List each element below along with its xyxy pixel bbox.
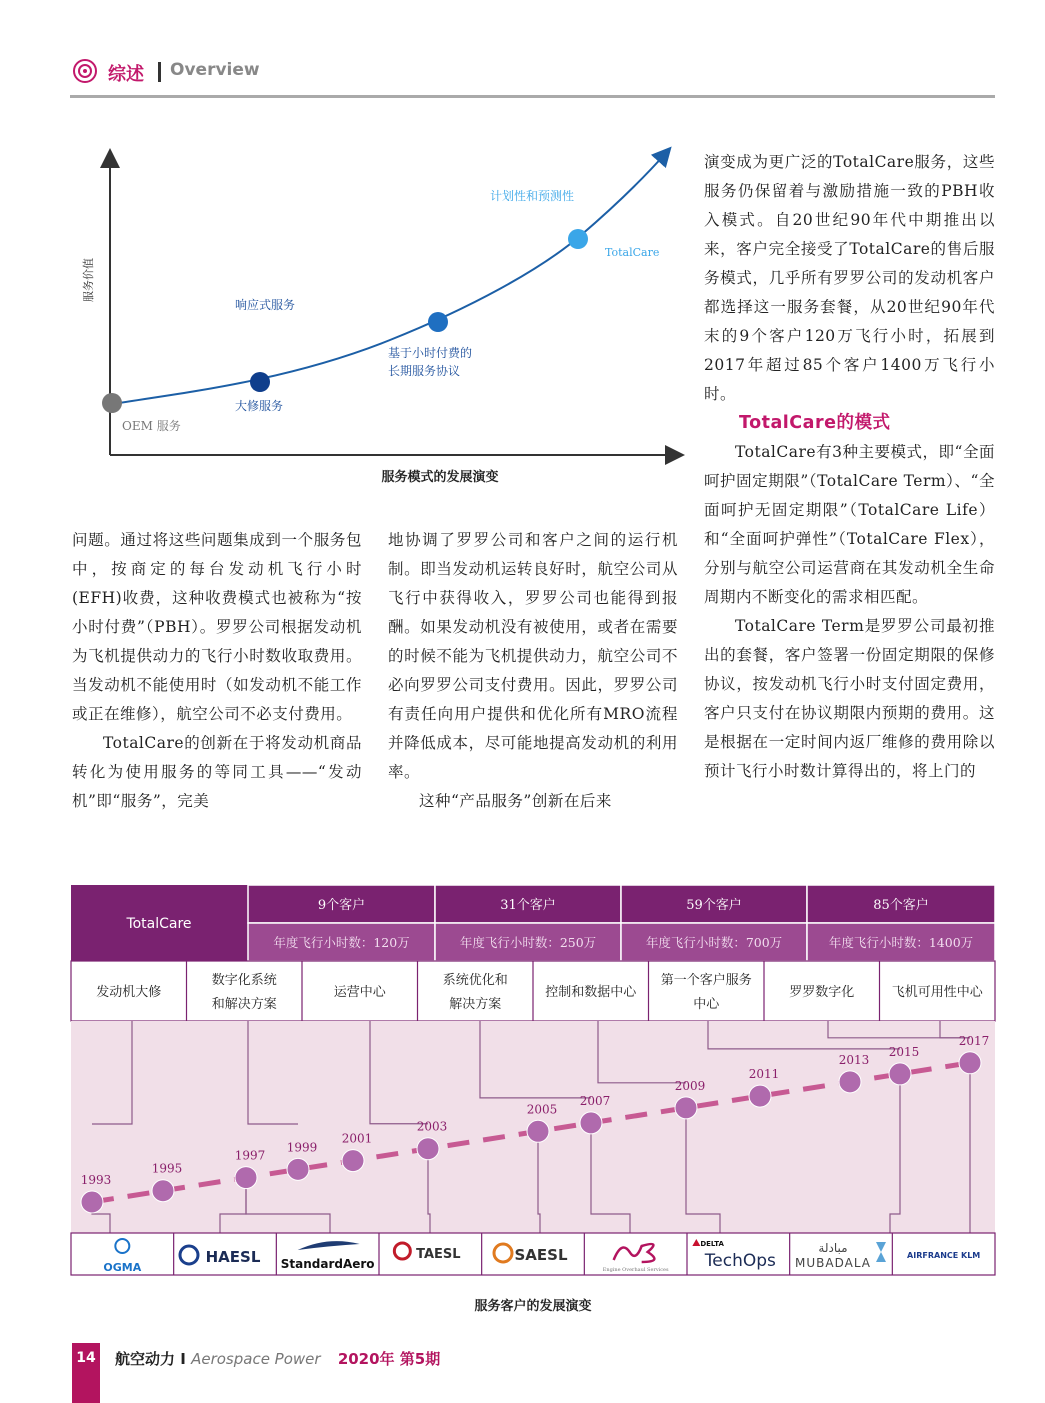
year-marker [527,1120,549,1142]
section-title: 综述 [108,64,144,85]
year-marker [342,1150,364,1172]
paragraph: 问题。通过将这些问题集成到一个服务包中，按商定的每台发动机飞行小时(EFH)收费，这种收费模式也被称为“按小时付费”（PBH）。罗罗公司根据发动机为飞机提供动力的飞行小时数收取费用。当发动机不能使用时（如发动机不能工作或正在维修），航空公司不必支付费用。 [72,531,362,723]
year-marker [580,1112,602,1134]
oem-label: OEM 服务 [122,419,181,433]
overhaul-point [250,372,270,392]
year-label: 2013 [838,1052,870,1067]
year-marker [675,1097,697,1119]
year-label: 1997 [234,1148,266,1163]
journal-name: 航空动力 [115,1350,176,1368]
standardaero-logo-text: StandardAero [280,1257,375,1271]
overhaul-label: 大修服务 [235,399,284,413]
year-marker [235,1167,257,1189]
pbh-label-2: 长期服务协议 [388,364,461,378]
year-marker [889,1063,911,1085]
reactive-label: 响应式服务 [235,298,296,312]
customer-count-text: 59个客户 [686,898,742,913]
pbh-label-1: 基于小时付费的 [388,346,473,360]
section-title-en: Overview [170,60,260,80]
year-marker [749,1085,771,1107]
text-column-1 [72,526,362,816]
subheading: TotalCare的模式 [739,413,891,433]
figure-customer-evolution [70,884,996,1277]
service-label: 罗罗数字化 [789,985,855,1000]
totalcare-header-text: TotalCare [126,916,192,932]
journal-separator: I [180,1350,186,1368]
flight-hours-text: 年度飞行小时数：1400万 [828,935,974,950]
year-marker [287,1158,309,1180]
journal-footer [115,1348,440,1369]
year-marker [152,1180,174,1202]
paragraph: 演变成为更广泛的TotalCare服务，这些服务仍保留着与激励措施一致的PBH收入模式。自20世纪90年代中期推出以来，客户完全接受了TotalCare的售后服务模式，几乎所有罗罗公司的发动机客户都选择这一服务套餐，从20世纪90年代末的9个客户120万飞行小时，拓展到2017年超过85个客户1400万飞行小时。 [704,153,995,403]
saesl-logo-text: SAESL [514,1246,568,1264]
service-label: 中心 [693,997,720,1012]
year-label: 1993 [80,1173,112,1187]
year-label: 2005 [526,1102,558,1117]
journal-issue: 2020年 第5期 [337,1350,441,1368]
figure2-caption: 服务客户的发展演变 [474,1299,592,1314]
header-rule [70,95,995,98]
year-label: 2007 [579,1093,611,1108]
afklm-logo-text: AIRFRANCE KLM [907,1251,981,1260]
header [0,0,1045,100]
service-label: 解决方案 [449,997,502,1012]
pbh-point [428,312,448,332]
service-label: 系统优化和 [442,973,508,988]
year-marker [839,1071,861,1093]
service-label: 第一个客户服务 [660,973,752,988]
section-emblem-icon [72,58,98,88]
flight-hours-text: 年度飞行小时数：120万 [273,935,410,950]
service-label: 飞机可用性中心 [891,985,983,1000]
year-marker [81,1191,103,1213]
year-label: 2001 [341,1131,373,1146]
service-label: 控制和数据中心 [545,985,637,1000]
year-label: 1995 [151,1161,183,1176]
n3-logo-subtext: Engine Overhaul Services [602,1267,669,1273]
paragraph: 这种“产品服务”创新在后来 [419,792,612,810]
customer-count-text: 9个客户 [317,898,366,913]
year-label: 2017 [958,1033,990,1048]
text-column-3 [704,148,995,786]
delta-logo-top: DELTA [700,1240,724,1248]
totalcare-label: TotalCare [605,246,660,259]
customer-count-text: 85个客户 [873,898,929,913]
mubadala-logo-arabic: مبادلة [818,1241,848,1255]
paragraph: 地协调了罗罗公司和客户之间的运行机制。即当发动机运转良好时，航空公司从飞行中获得收入，罗罗公司也能得到报酬。如果发动机没有被使用，或者在需要的时候不能为飞机提供动力，航空公司不必向罗罗公司支付费用。因此，罗罗公司有责任向用户提供和优化所有MRO流程并降低成本，尽可能地提高发动机的利用率。 [388,531,678,781]
planned-label: 计划性和预测性 [490,189,575,203]
mubadala-logo-text: MUBADALA [795,1256,871,1270]
journal-name-en: Aerospace Power [191,1350,321,1368]
haesl-logo-text: HAESL [205,1248,261,1266]
text-column-2 [388,526,678,816]
service-label: 发动机大修 [96,985,162,1000]
totalcare-point [568,229,588,249]
year-label: 2011 [748,1067,780,1082]
year-marker [959,1052,981,1074]
figure-service-model [70,140,690,500]
ogma-logo-text: OGMA [103,1261,142,1274]
year-label: 2015 [888,1044,920,1059]
delta-logo-main: TechOps [704,1251,776,1271]
service-label: 运营中心 [333,985,386,1000]
flight-hours-text: 年度飞行小时数：250万 [459,935,597,950]
service-label: 和解决方案 [211,997,277,1012]
year-label: 2003 [416,1119,448,1134]
y-axis-label: 服务价值 [82,258,95,302]
customer-count-text: 31个客户 [500,898,556,913]
oem-point [102,393,122,413]
flight-hours-text: 年度飞行小时数：700万 [645,935,783,950]
paragraph: TotalCare Term是罗罗公司最初推出的套餐，客户签署一份固定期限的保修协议，按发动机飞行小时支付固定费用，客户只支付在协议期限内预期的费用。这是根据在一定时间内返厂维修的费用除以预计飞行小时数计算得出的，将上门的 [704,617,995,780]
year-label: 1999 [286,1140,318,1155]
header-divider [158,62,161,82]
paragraph: TotalCare有3种主要模式，即“全面呵护固定期限”（TotalCare Term）、“全面呵护无固定期限”（TotalCare Life）和“全面呵护弹性”（TotalCare Flex），分别与航空公司运营商在其发动机全生命周期内不断变化的需求相匹配。 [704,443,995,606]
page-number: 14 [76,1350,96,1366]
taesl-logo-text: TAESL [416,1247,461,1262]
year-marker [417,1138,439,1160]
year-label: 2009 [674,1078,706,1093]
figure1-caption: 服务模式的发展演变 [381,470,499,485]
paragraph: TotalCare的创新在于将发动机商品转化为使用服务的等同工具——“发动机”即“服务”，完美 [72,734,362,810]
service-label: 数字化系统 [211,973,277,988]
